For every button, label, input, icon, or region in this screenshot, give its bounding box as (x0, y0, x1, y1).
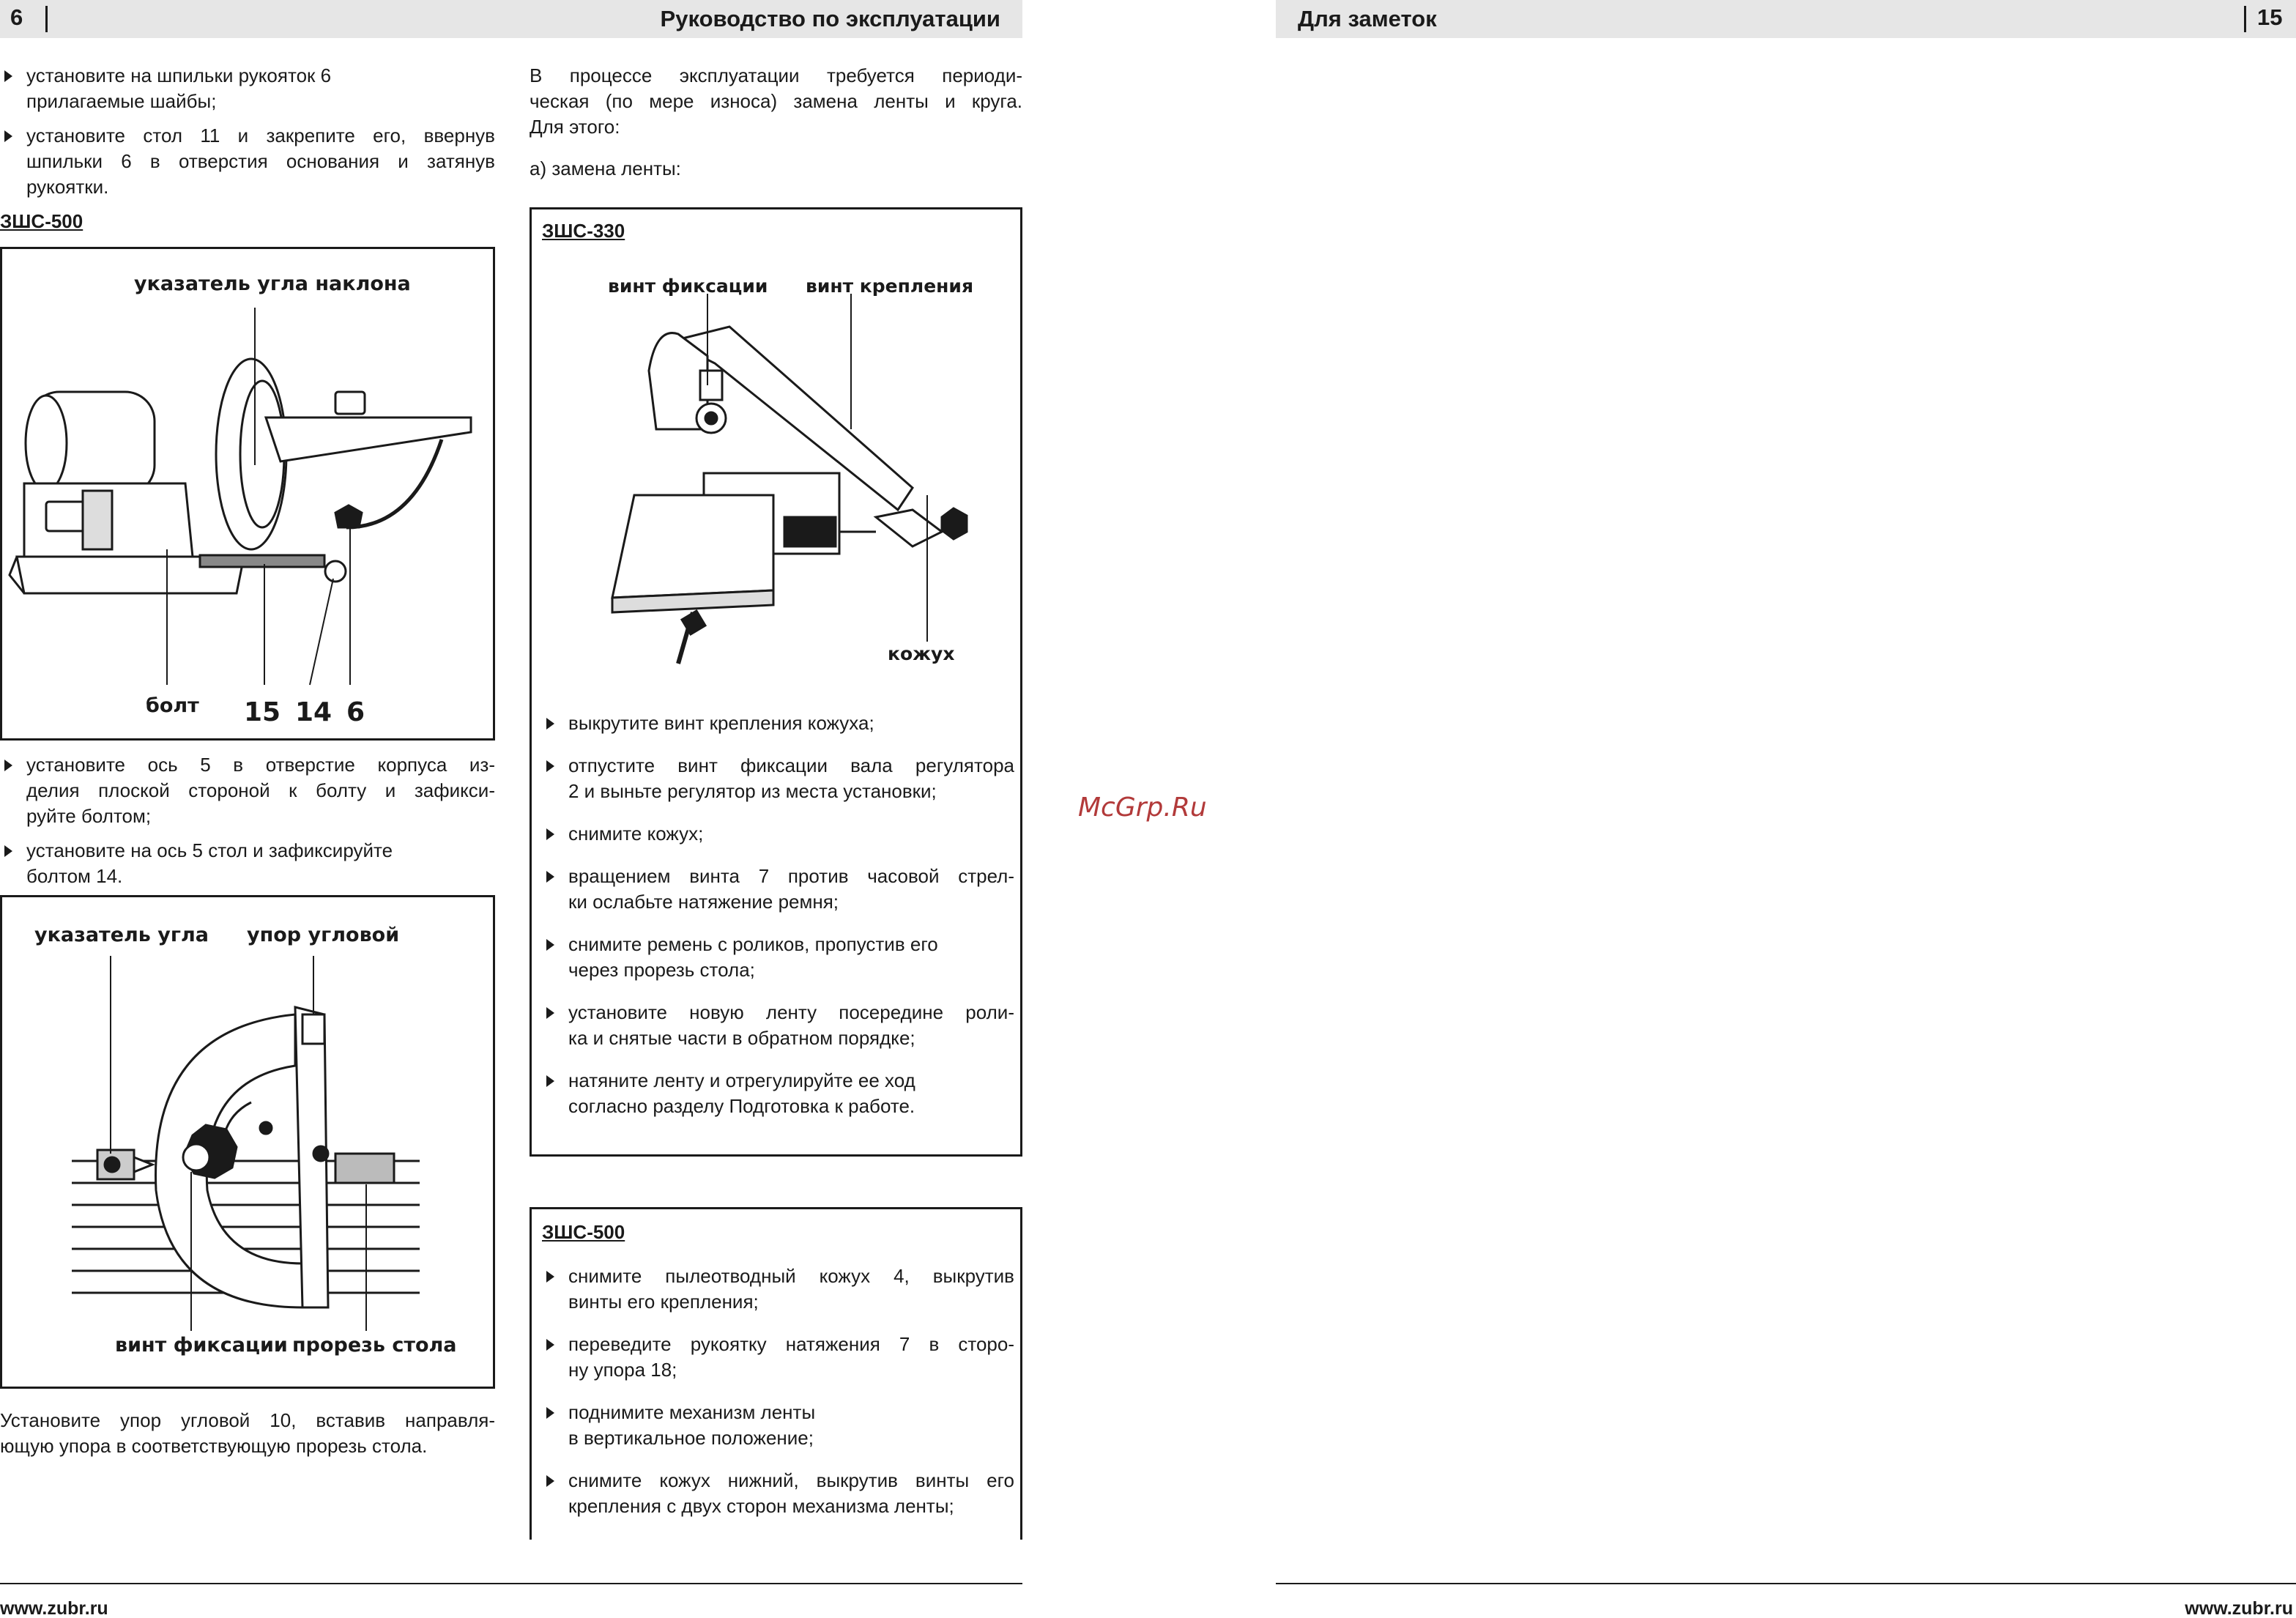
list-item (0, 752, 495, 829)
box-zshs-330 (530, 207, 1022, 1157)
header-separator (45, 6, 48, 32)
box-title-330: ЗШС-330 (542, 220, 625, 242)
header-separator (2244, 6, 2246, 32)
right-page-number: 15 (2257, 4, 2283, 30)
left-page-number: 6 (10, 4, 23, 30)
label-table-slot: прорезь стола (292, 1334, 457, 1357)
label-cover-330: кожух (888, 643, 955, 664)
text-line: снимите пылеотводный кожух 4, выкрутив (568, 1265, 1014, 1287)
list-item (542, 932, 1014, 983)
text-line: рукоятки. (26, 176, 109, 198)
label-fix-screw-330: винт фиксации (608, 275, 768, 297)
text-line: установите стол 11 и закрепите его, ввернув (26, 125, 495, 146)
section-title-500: ЗШС-500 (0, 210, 83, 232)
machine-drawing (2, 249, 493, 738)
list-item (542, 1263, 1014, 1315)
belt-mechanism-drawing (532, 209, 1020, 693)
left-column-top (0, 63, 495, 234)
text-line: согласно разделу Подготовка к работе. (568, 1095, 915, 1117)
box-500-steps (542, 1263, 1014, 1519)
text-line: натяните ленту и отрегулируйте ее ход (568, 1069, 915, 1091)
list-item (0, 63, 495, 114)
list-item (542, 1332, 1014, 1383)
text-line: ческая (по мере износа) замена ленты и круга. (530, 90, 1022, 112)
label-angle-pointer: указатель угла (34, 924, 209, 946)
box-zshs-500 (530, 1207, 1022, 1540)
text-line: 2 и выньте регулятор из места установки; (568, 780, 937, 802)
text-line: делия плоской стороной к болту и зафикси- (26, 779, 495, 801)
watermark: McGrp.Ru (1078, 793, 1207, 823)
right-header-title: Для заметок (1298, 6, 1437, 31)
text-line: установите на ось 5 стол и зафиксируйте (26, 839, 393, 861)
figure-machine-overview (0, 247, 495, 741)
text-line: ну упора 18; (568, 1359, 677, 1381)
footer-rule-left (0, 1583, 1022, 1584)
angle-stop-drawing (2, 897, 493, 1387)
text-line: а) замена ленты: (530, 157, 681, 179)
left-column-bottom (0, 1408, 495, 1459)
list-item (542, 1400, 1014, 1451)
text-line: выкрутите винт крепления кожуха; (568, 712, 874, 734)
text-line: прилагаемые шайбы; (26, 90, 217, 112)
list-item (542, 753, 1014, 804)
text-line: переведите рукоятку натяжения 7 в сторо- (568, 1333, 1014, 1355)
text-line: руйте болтом; (26, 805, 152, 827)
list-item (542, 821, 1014, 847)
text-line: ки ослабьте натяжение ремня; (568, 891, 839, 913)
text-line: винты его крепления; (568, 1291, 759, 1313)
box-title-500: ЗШС-500 (542, 1221, 625, 1243)
text-line: в вертикальное положение; (568, 1427, 814, 1449)
box-330-steps (542, 710, 1014, 1119)
text-line: вращением винта 7 против часовой стрел- (568, 865, 1014, 887)
list-item (542, 1068, 1014, 1119)
left-page-header (0, 0, 1022, 38)
text-line: снимите ремень с роликов, пропустив его (568, 933, 938, 955)
text-line: снимите кожух нижний, выкрутив винты его (568, 1469, 1014, 1491)
text-line: Для этого: (530, 116, 620, 138)
label-bolt: болт (146, 694, 199, 717)
list-item (542, 864, 1014, 915)
text-line: Установите упор угловой 10, вставив направля- (0, 1409, 495, 1431)
list-item (0, 838, 495, 889)
text-line: установите на шпильки рукояток 6 (26, 64, 332, 86)
text-line: установите новую ленту посередине роли- (568, 1001, 1014, 1023)
list-item (542, 1468, 1014, 1519)
callout-6: 6 (346, 697, 365, 727)
footer-rule-right (1276, 1583, 2296, 1584)
label-fix-screw: винт фиксации (115, 1334, 288, 1357)
label-angle-stop: упор угловой (247, 924, 400, 946)
list-item (542, 1000, 1014, 1051)
footer-link-right[interactable]: www.zubr.ru (2185, 1598, 2293, 1618)
second-column-intro (530, 63, 1022, 182)
right-page-header (1276, 0, 2296, 38)
list-item (0, 123, 495, 200)
left-header-title: Руководство по эксплуатации (660, 6, 1000, 31)
list-item (542, 710, 1014, 736)
left-column-mid (0, 752, 495, 898)
text-line: В процессе эксплуатации требуется периоди- (530, 64, 1022, 86)
footer-link-left[interactable]: www.zubr.ru (0, 1598, 108, 1618)
figure-angle-stop (0, 895, 495, 1389)
text-line: ка и снятые части в обратном порядке; (568, 1027, 915, 1049)
text-line: крепления с двух сторон механизма ленты; (568, 1495, 954, 1517)
label-angle-indicator: указатель угла наклона (134, 272, 411, 295)
text-line: через прорезь стола; (568, 959, 755, 981)
text-line: установите ось 5 в отверстие корпуса из- (26, 754, 495, 776)
text-line: болтом 14. (26, 865, 123, 887)
callout-15: 15 (244, 697, 281, 727)
text-line: поднимите механизм ленты (568, 1401, 816, 1423)
callout-14: 14 (295, 697, 332, 727)
text-line: отпустите винт фиксации вала регулятора (568, 754, 1014, 776)
text-line: шпильки 6 в отверстия основания и затянув (26, 150, 495, 172)
label-mount-screw-330: винт крепления (806, 275, 974, 297)
text-line: снимите кожух; (568, 823, 704, 845)
text-line: ющую упора в соответствующую прорезь стола. (0, 1435, 428, 1457)
